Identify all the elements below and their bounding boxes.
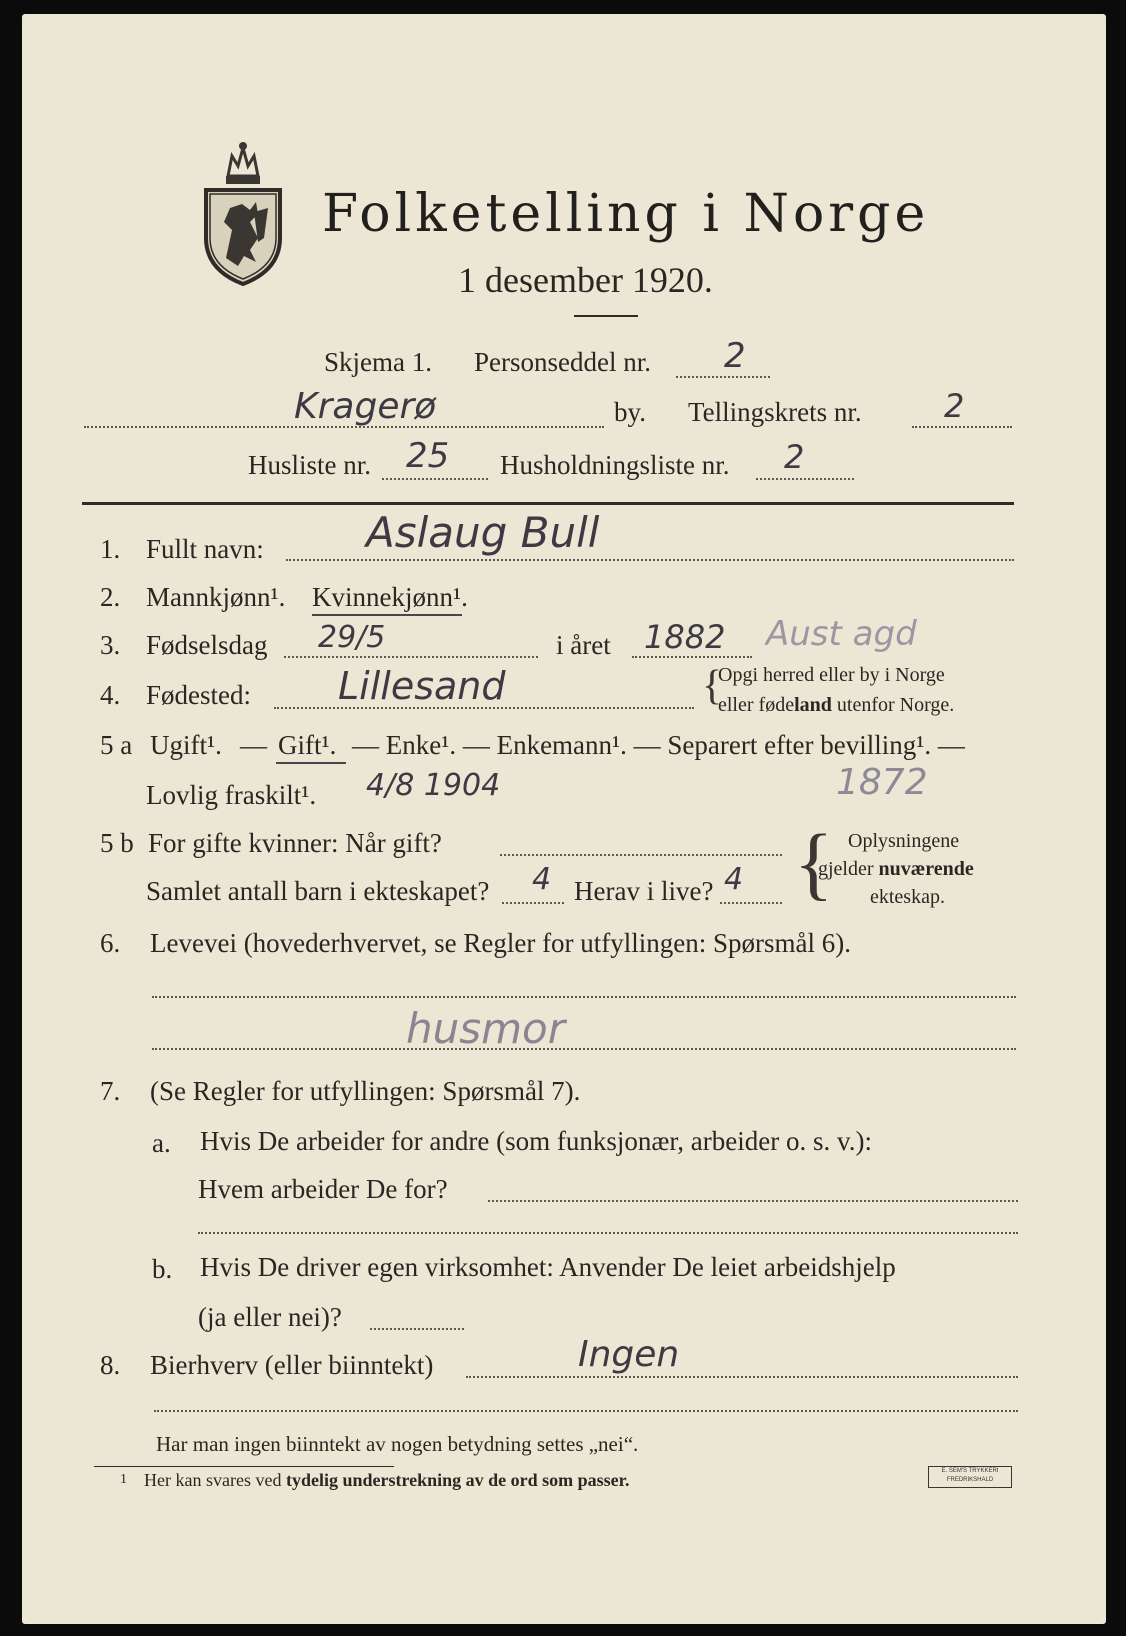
- q7b-letter: b.: [152, 1254, 173, 1284]
- q7-label: (Se Regler for utfyllingen: Spørsmål 7).: [150, 1076, 581, 1106]
- fraskilt-option[interactable]: Lovlig fraskilt¹.: [146, 780, 317, 810]
- birthday-value[interactable]: 29/5: [318, 620, 386, 655]
- footnote-divider: [94, 1466, 394, 1467]
- q6-label: Levevei (hovederhvervet, se Regler for utfyllingen: Spørsmål 6).: [150, 928, 852, 958]
- year-label: i året: [556, 630, 611, 660]
- margin-annotation: 1872: [836, 762, 928, 803]
- brace-left: {: [702, 663, 723, 709]
- husholdning-label: Husholdningsliste nr.: [500, 450, 730, 480]
- city-value[interactable]: Kragerø: [294, 386, 437, 427]
- personseddel-label: Personseddel nr.: [474, 347, 651, 377]
- footnote-marker: 1: [120, 1472, 127, 1487]
- title-divider: [574, 315, 638, 317]
- personseddel-value[interactable]: 2: [724, 336, 746, 376]
- q8-label: Bierhverv (eller biinntekt): [150, 1350, 434, 1380]
- brace-right: {: [794, 817, 834, 908]
- header-divider: [82, 502, 1014, 505]
- q5b-number: 5 b: [100, 828, 134, 858]
- fraskilt-value[interactable]: 4/8 1904: [366, 768, 501, 803]
- q3-label: Fødselsdag: [146, 630, 268, 660]
- census-form-page: [22, 14, 1106, 1624]
- children-alive-label: Herav i live?: [574, 876, 714, 906]
- male-option[interactable]: Mannkjønn¹.: [146, 582, 286, 612]
- married-when-label: For gifte kvinner: Når gift?: [148, 828, 442, 858]
- marriage-note-1: Oplysningene: [848, 830, 960, 852]
- occupation-value[interactable]: husmor: [406, 1004, 565, 1053]
- husholdning-value[interactable]: 2: [784, 438, 805, 476]
- form-title: Folketelling i Norge: [322, 184, 930, 244]
- children-alive-value[interactable]: 4: [724, 862, 744, 897]
- q7-number: 7.: [100, 1076, 121, 1106]
- marriage-note-3: ekteskap.: [870, 886, 945, 908]
- employer-field[interactable]: [488, 1200, 1018, 1202]
- female-underline: [312, 614, 462, 616]
- q7a-letter: a.: [152, 1128, 171, 1158]
- q6-number: 6.: [100, 928, 121, 958]
- census-date: 1 desember 1920.: [458, 260, 713, 300]
- ugift-option[interactable]: Ugift¹.: [150, 730, 222, 760]
- tellingskrets-label: Tellingskrets nr.: [688, 397, 862, 427]
- husliste-value[interactable]: 25: [406, 436, 450, 476]
- q3-number: 3.: [100, 630, 121, 660]
- birthplace-note-1: Opgi herred eller by i Norge: [718, 664, 945, 686]
- footer-note: Har man ingen biinntekt av nogen betydning settes „nei“.: [156, 1432, 639, 1456]
- q2-number: 2.: [100, 582, 121, 612]
- q8-number: 8.: [100, 1350, 121, 1380]
- birth-year-value[interactable]: 1882: [644, 618, 726, 656]
- norwegian-coat-of-arms-icon: [198, 138, 288, 288]
- full-name-value[interactable]: Aslaug Bull: [366, 508, 600, 557]
- q7b-label: Hvis De driver egen virksomhet: Anvender De leiet arbeidshjelp: [200, 1252, 896, 1282]
- birthplace-value[interactable]: Lillesand: [338, 664, 506, 708]
- dash: —: [240, 730, 267, 760]
- q4-label: Fødested:: [146, 680, 251, 710]
- gift-option[interactable]: Gift¹.: [278, 730, 337, 760]
- county-annotation: Aust agd: [766, 614, 917, 654]
- q7a-question: Hvem arbeider De for?: [198, 1174, 448, 1204]
- form-number: Skjema 1.: [324, 347, 432, 377]
- hired-help-field[interactable]: [370, 1328, 464, 1330]
- footnote-text: Her kan svares ved tydelig understrekning av de ord som passer.: [144, 1470, 630, 1490]
- q7b-question: (ja eller nei)?: [198, 1302, 342, 1332]
- q1-number: 1.: [100, 534, 121, 564]
- tellingskrets-value[interactable]: 2: [944, 387, 965, 425]
- marital-options-rest[interactable]: — Enke¹. — Enkemann¹. — Separert efter bevilling¹. —: [352, 730, 965, 760]
- children-total-value[interactable]: 4: [532, 862, 552, 897]
- marriage-note-2: gjelder nuværende: [818, 858, 974, 880]
- by-label: by.: [614, 397, 646, 427]
- female-option[interactable]: Kvinnekjønn¹.: [312, 582, 468, 612]
- q7a-label: Hvis De arbeider for andre (som funksjonær, arbeider o. s. v.):: [200, 1126, 872, 1156]
- q4-number: 4.: [100, 680, 121, 710]
- husliste-label: Husliste nr.: [248, 450, 372, 480]
- printer-mark: E. SEM'S TRYKKERI FREDRIKSHALD: [928, 1466, 1012, 1488]
- birthplace-note-2: eller fødeland utenfor Norge.: [718, 694, 955, 716]
- side-income-value[interactable]: Ingen: [578, 1334, 680, 1375]
- children-total-label: Samlet antall barn i ekteskapet?: [146, 876, 490, 906]
- gift-underline: [276, 762, 346, 764]
- q5a-number: 5 a: [100, 730, 133, 760]
- q1-label: Fullt navn:: [146, 534, 264, 564]
